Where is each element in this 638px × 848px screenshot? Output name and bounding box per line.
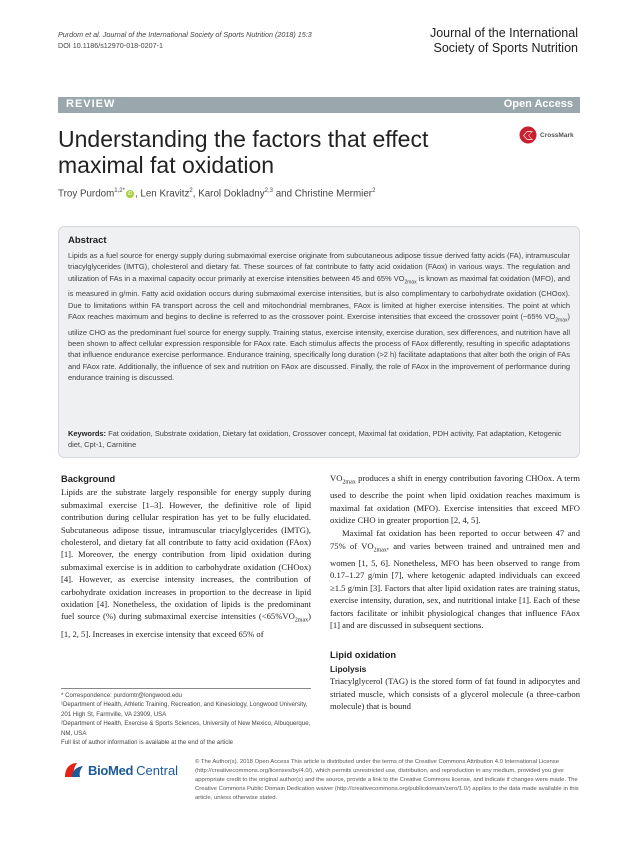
biomed-central-logo[interactable]: [63, 761, 178, 779]
paragraph-text: VO: [330, 473, 343, 483]
paragraph-text: produces a shift in energy contribution favoring CHOox. A term used to describe the point when lipid oxidation reaches maximum is maximal fat oxidation (MFO). Exercise intensities that exceed MFO oxidize CHO in greater proportion [2, 4, 5].: [330, 473, 580, 525]
subscript: 2max: [555, 317, 568, 324]
crossmark-label: CrossMark: [540, 131, 574, 139]
open-access-label: Open Access: [503, 98, 573, 110]
author-name: , Karol Dokladny: [192, 188, 265, 200]
keywords-text: Fat oxidation, Substrate oxidation, Dietary fat oxidation, Crossover concept, Maximal fat oxidation, PDH activity, Fat adaptation, Ketogenic diet, Cpt-1, Carnitine: [68, 429, 562, 450]
abstract-text-part: is known as maximal fat oxidation (MFO), and is measured in g/min. Fatty acid oxidation occurs during submaximal exercise intensities, but is also complimentary to carbohydrate oxidation (CHOox). Due to limitations within FA transport across the cell and mitochondrial membranes, FAox is limited at higher exercise intensities. The point at which FAox reaches maximum and begins to decline is referred to as the crossover point. Exercise intensities that exceed the crossover point (~65% VO: [68, 273, 571, 321]
orcid-icon[interactable]: iD: [127, 191, 133, 198]
right-column: [330, 472, 580, 712]
author-info-note: Full list of author information is available at the end of the article: [61, 739, 234, 747]
paragraph-text: ) [1, 2, 5]. Increases in exercise intensity that exceed 65% of: [61, 611, 311, 639]
author-name: Troy Purdom: [58, 188, 115, 200]
subsection-heading-lipolysis: Lipolysis: [330, 663, 367, 674]
running-header: [58, 30, 312, 51]
journal-name: [358, 26, 578, 56]
article-title: [58, 126, 488, 178]
title-line-1: Understanding the factors that effect: [58, 126, 429, 152]
doi-line[interactable]: DOI 10.1186/s12970-018-0207-1: [58, 40, 163, 50]
author-list: [58, 188, 578, 199]
affiliation-2: ²Department of Health, Exercise & Sports Sciences, University of New Mexico, Albuquerque, NM, USA: [61, 720, 311, 737]
subscript: 2max: [342, 479, 356, 486]
section-heading-lipid-oxidation: Lipid oxidation: [330, 650, 397, 661]
author-affiliation-sup: 2,3: [264, 188, 273, 194]
article-type-bar: [58, 97, 580, 113]
crossmark-badge[interactable]: [519, 126, 574, 144]
left-column: [61, 474, 311, 640]
subscript: 2max: [404, 279, 417, 286]
logo-text-biomed: BioMed: [88, 762, 134, 778]
keywords: [68, 428, 570, 451]
journal-name-line2: Society of Sports Nutrition: [433, 41, 578, 55]
citation-line: Purdom et al. Journal of the International Society of Sports Nutrition (2018) 15:3: [58, 30, 312, 39]
paragraph-text: Lipids are the substrate largely responsible for energy supply during submaximal exercise [1–3]. However, the definitive role of lipid contribution during cellular respiration has yet to be fully elucidated. Subcutaneous adipose tissue, intramuscular triacylglycerides (IMTG), cholesterol, and dietary fat all contribute to fatty acid oxidation (FAox) [1]. Moreover, the energy contribution from lipid oxidation during submaximal exercise is in addition to carbohydrate oxidation (CHOox) [4]. However, as exercise intensity increases, the contribution of carbohydrate oxidation increases in proportion to the decrease in lipid oxidation [4]. Nonetheless, the oxidation of lipids is the predominant fuel source (%) during submaximal exercise intensities (<65%VO: [61, 487, 311, 622]
correspondence-email[interactable]: * Correspondence: purdomtr@longwood.edu: [61, 692, 183, 699]
affiliation-1: ¹Department of Health, Athletic Training, Recreation, and Kinesiology, Longwood University, 201 High St, Farmville, VA 23909, USA: [61, 701, 308, 718]
crossmark-icon: [519, 126, 537, 144]
subscript: 2max: [294, 618, 309, 625]
biomed-logo-icon: [63, 761, 85, 779]
abstract-text: [68, 250, 570, 383]
keywords-label: Keywords:: [68, 429, 107, 438]
subscript: 2max: [373, 547, 387, 554]
paragraph: [330, 527, 580, 631]
abstract-heading: Abstract: [68, 235, 107, 246]
footnote-divider: [61, 688, 311, 689]
paragraph: Triacylglycerol (TAG) is the stored form of fat found in adipocytes and striated muscle, which consists of a glycerol molecule (a three-carbon molecule) that is bound: [330, 676, 580, 711]
footnotes: [61, 691, 316, 747]
license-text: © The Author(s). 2018 Open Access This article is distributed under the terms of the Creative Commons Attribution 4.0 International License (http://creativecommons.org/licenses/by/4.0/), which permits unrestricted use, distribution, and reproduction in any medium, provided you give appropriate credit to the original author(s) and the source, provide a link to the Creative Commons license, and indicate if changes were made. The Creative Commons Public Domain Dedication waiver (http://creativecommons.org/publicdomain/zero/1.0/) applies to the data made available in this article, unless otherwise stated.: [195, 759, 579, 801]
title-line-2: maximal fat oxidation: [58, 152, 275, 178]
author-affiliation-sup: 2: [372, 188, 376, 194]
author-name: , Len Kravitz: [134, 188, 190, 200]
paragraph: [330, 472, 580, 526]
author-affiliation-sup: 1,2*: [114, 188, 125, 194]
author-affiliation-sup: 2: [189, 188, 193, 194]
article-type-label: REVIEW: [66, 98, 116, 110]
journal-name-line1: Journal of the International: [429, 26, 578, 40]
paragraph-text: Maximal fat oxidation has been reported to occur between 47 and 75% of VO: [330, 528, 580, 551]
paragraph-text: , and varies between trained and untrained men and women [1, 5, 6]. Nonetheless, MFO has been observed to range from 0.17–1.27 g/min [7], where ketogenic adapted individuals can exceed ≥1.5 g/min [3]. Factors that alter lipid oxidation rates are training status, exercise intensity, duration, sex, and nutritional intake [1]. Each of these factors facilitate or inhibit physiological changes that influence FAox [1] and are discussed in subsequent sections.: [330, 540, 580, 630]
logo-text-central: Central: [136, 762, 179, 778]
author-name: and Christine Mermier: [272, 188, 373, 200]
paragraph: [61, 486, 311, 640]
abstract-text-part: Lipids as a fuel source for energy supply during submaximal exercise originate from subcutaneous adipose tissue derived fatty acids (FA), intramuscular triacylglycerides (IMTG), cholesterol and dietary fat. These sources of fat contribute to fatty acid oxidation (FAox) in various ways. The regulation and utilization of FAs in a maximal capacity occur primarily at exercise intensities between 45 and 65% VO: [68, 251, 570, 283]
section-heading-background: Background: [61, 474, 116, 484]
abstract-text-part: ) utilize CHO as the predominant fuel source for energy supply. Training status, exercise intensity, exercise duration, sex differences, and nutrition have all been shown to affect cellular expression responsible for FAox rate. Each stimulus affects the process of FAox differently, resulting in specific adaptations that influence endurance exercise performance. Endurance training, specifically long duration (>2 h) facilitate adaptations that alter both the origin of FAs and FAox rate. Additionally, the influence of sex and nutrition on FAox are discussed. Finally, the role of FAox in the improvement of performance during endurance training is discussed.: [68, 311, 570, 382]
